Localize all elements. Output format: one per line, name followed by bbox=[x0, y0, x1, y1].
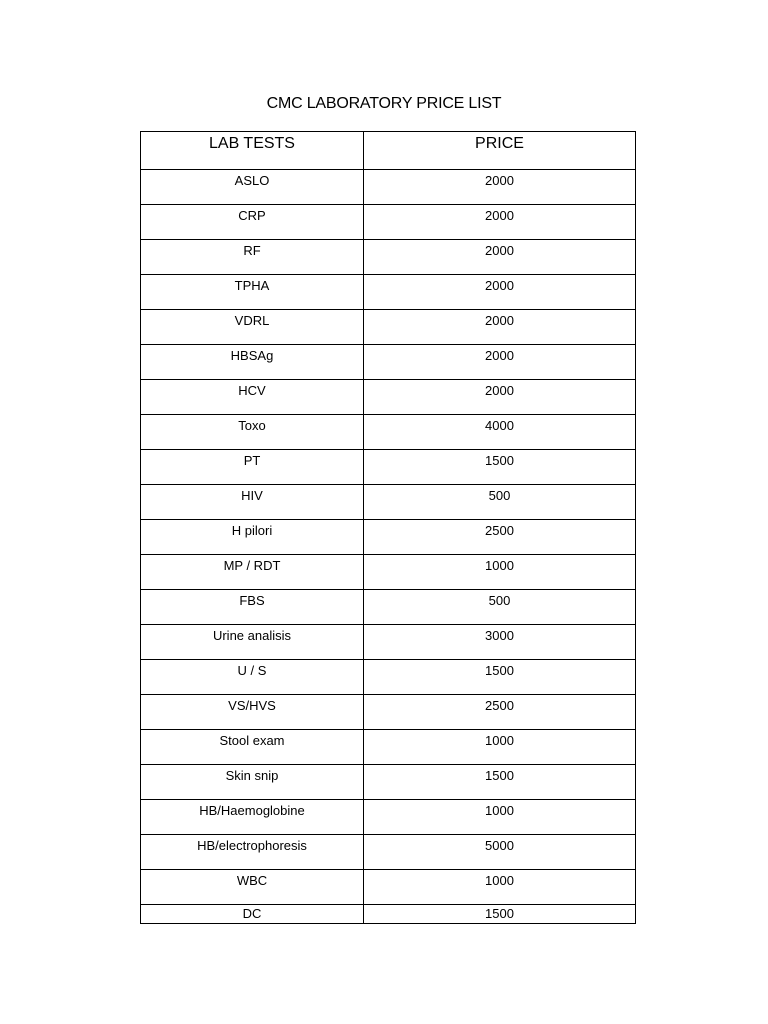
test-name-cell: Urine analisis bbox=[141, 625, 364, 660]
table-row bbox=[141, 450, 636, 485]
table-row bbox=[141, 695, 636, 730]
table-row bbox=[141, 590, 636, 625]
table-row bbox=[141, 800, 636, 835]
table-row bbox=[141, 870, 636, 905]
price-cell: 1000 bbox=[364, 870, 636, 905]
table-header-row bbox=[141, 132, 636, 170]
table-row bbox=[141, 345, 636, 380]
price-cell: 1500 bbox=[364, 450, 636, 485]
table-row bbox=[141, 485, 636, 520]
test-name-cell: HB/electrophoresis bbox=[141, 835, 364, 870]
table-row bbox=[141, 905, 636, 924]
price-cell: 2000 bbox=[364, 275, 636, 310]
test-name-cell: TPHA bbox=[141, 275, 364, 310]
test-name-cell: MP / RDT bbox=[141, 555, 364, 590]
price-cell: 2000 bbox=[364, 380, 636, 415]
table-row bbox=[141, 240, 636, 275]
price-cell: 1500 bbox=[364, 905, 636, 924]
price-cell: 5000 bbox=[364, 835, 636, 870]
price-cell: 1000 bbox=[364, 555, 636, 590]
test-name-cell: VS/HVS bbox=[141, 695, 364, 730]
table-row bbox=[141, 520, 636, 555]
price-cell: 2000 bbox=[364, 345, 636, 380]
test-name-cell: HCV bbox=[141, 380, 364, 415]
table-row bbox=[141, 170, 636, 205]
table-row bbox=[141, 625, 636, 660]
table-row bbox=[141, 730, 636, 765]
table-row bbox=[141, 835, 636, 870]
price-cell: 1000 bbox=[364, 730, 636, 765]
table-row bbox=[141, 555, 636, 590]
price-cell: 2000 bbox=[364, 310, 636, 345]
test-name-cell: Skin snip bbox=[141, 765, 364, 800]
table-row bbox=[141, 275, 636, 310]
price-cell: 4000 bbox=[364, 415, 636, 450]
price-cell: 3000 bbox=[364, 625, 636, 660]
test-name-cell: HIV bbox=[141, 485, 364, 520]
test-name-cell: H pilori bbox=[141, 520, 364, 555]
test-name-cell: HB/Haemoglobine bbox=[141, 800, 364, 835]
price-cell: 1000 bbox=[364, 800, 636, 835]
test-name-cell: DC bbox=[141, 905, 364, 924]
test-name-cell: RF bbox=[141, 240, 364, 275]
test-name-cell: HBSAg bbox=[141, 345, 364, 380]
column-header-lab-tests: LAB TESTS bbox=[141, 132, 364, 170]
price-cell: 2000 bbox=[364, 205, 636, 240]
test-name-cell: VDRL bbox=[141, 310, 364, 345]
price-cell: 2000 bbox=[364, 240, 636, 275]
table-row bbox=[141, 205, 636, 240]
table-row bbox=[141, 415, 636, 450]
test-name-cell: FBS bbox=[141, 590, 364, 625]
table-row bbox=[141, 660, 636, 695]
page-title: CMC LABORATORY PRICE LIST bbox=[266, 95, 502, 112]
price-table bbox=[140, 131, 636, 924]
column-header-price: PRICE bbox=[364, 132, 636, 170]
price-cell: 2000 bbox=[364, 170, 636, 205]
price-cell: 1500 bbox=[364, 660, 636, 695]
test-name-cell: U / S bbox=[141, 660, 364, 695]
test-name-cell: Toxo bbox=[141, 415, 364, 450]
price-cell: 2500 bbox=[364, 695, 636, 730]
test-name-cell: WBC bbox=[141, 870, 364, 905]
table-row bbox=[141, 765, 636, 800]
test-name-cell: Stool exam bbox=[141, 730, 364, 765]
test-name-cell: PT bbox=[141, 450, 364, 485]
table-row bbox=[141, 310, 636, 345]
price-cell: 1500 bbox=[364, 765, 636, 800]
test-name-cell: ASLO bbox=[141, 170, 364, 205]
price-cell: 500 bbox=[364, 485, 636, 520]
test-name-cell: CRP bbox=[141, 205, 364, 240]
price-cell: 500 bbox=[364, 590, 636, 625]
table-row bbox=[141, 380, 636, 415]
price-cell: 2500 bbox=[364, 520, 636, 555]
